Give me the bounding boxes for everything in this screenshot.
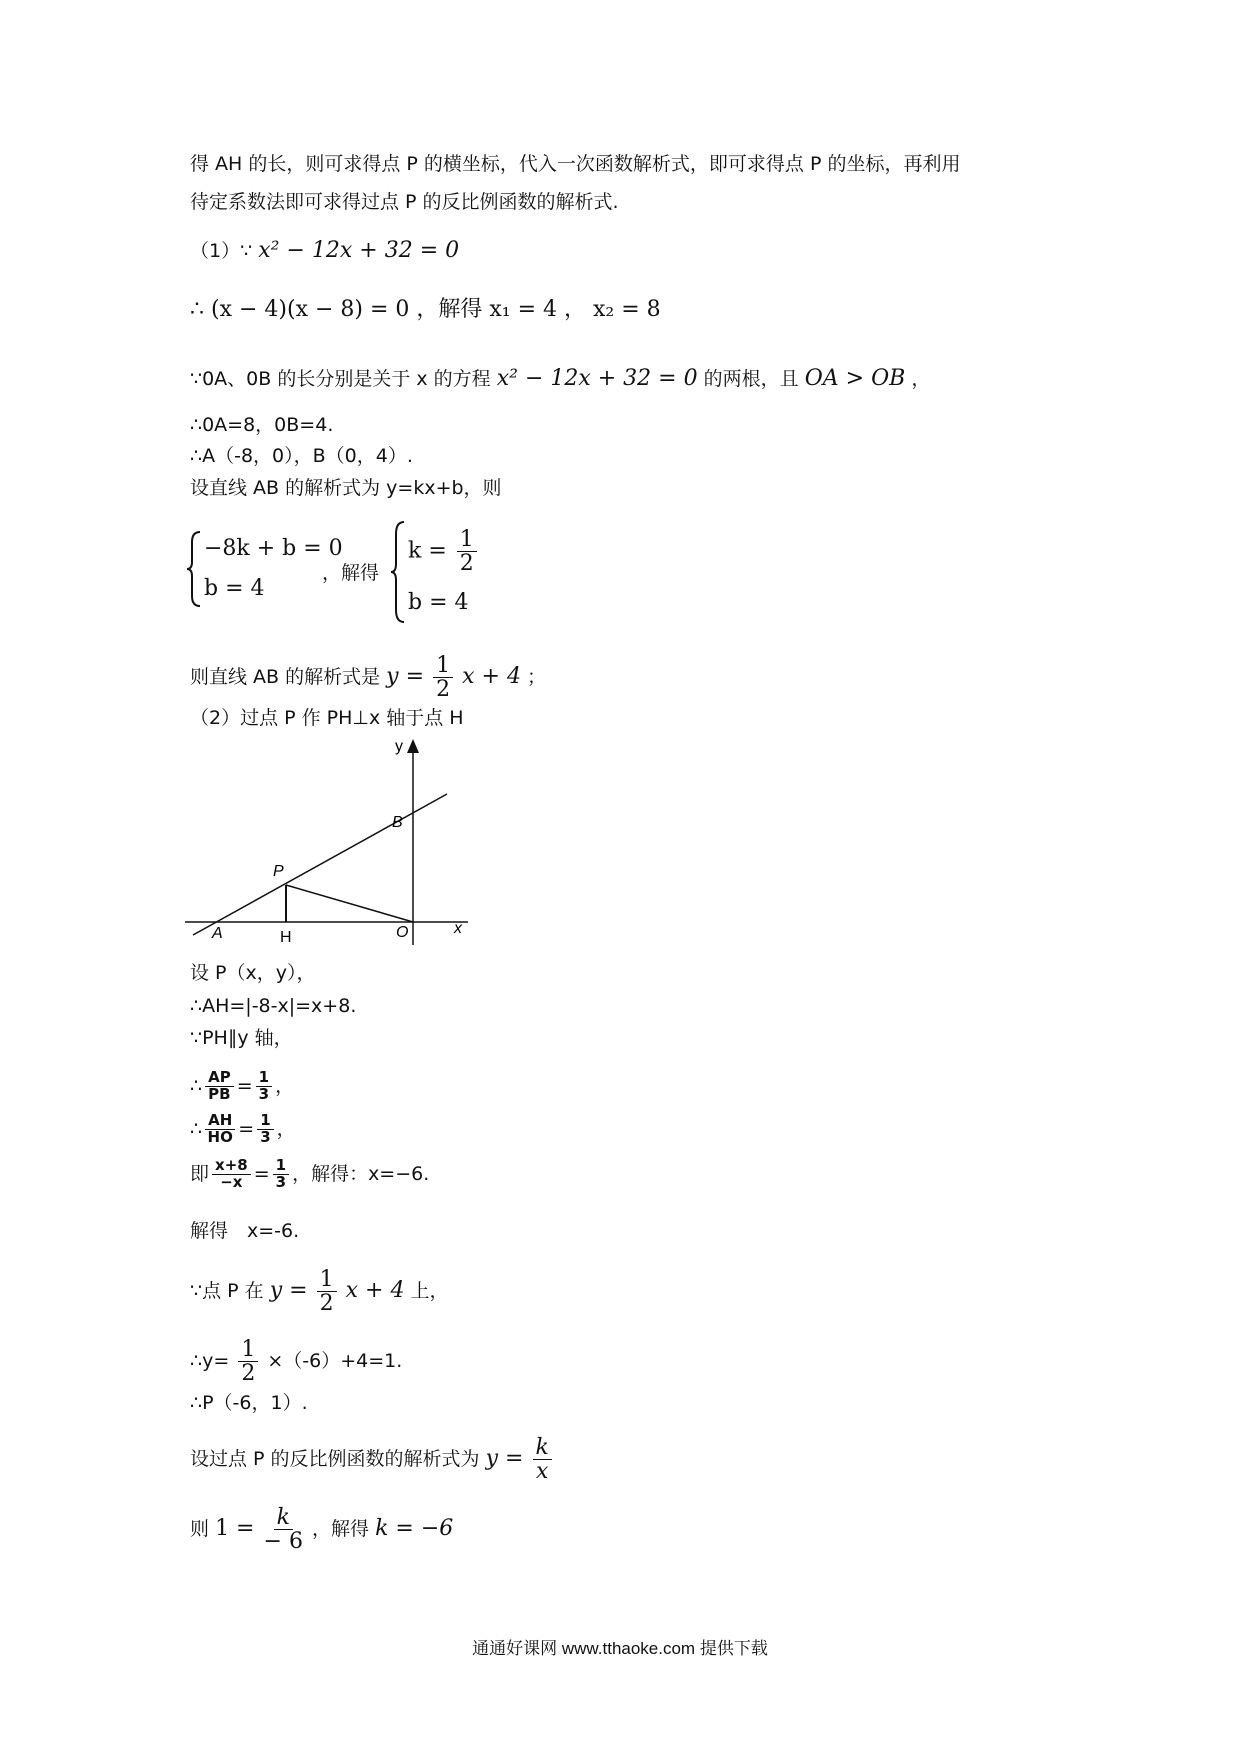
ratio1-prefix: ∴ [190, 1074, 203, 1097]
oa-ob-values: ∴0A=8，0B=4. [190, 414, 334, 436]
ratio-x [190, 1158, 429, 1191]
part1-label: （1）∵ [190, 240, 253, 262]
set-p: 设 P（x，y）， [190, 962, 316, 984]
y-calc-tail: ×（-6）+4=1. [267, 1350, 403, 1373]
left-brace-system [186, 530, 204, 608]
ratio2-num: AH [205, 1113, 235, 1130]
ratio3-den: −x [220, 1172, 243, 1191]
right-brace-solution [390, 520, 408, 624]
points-a-b: ∴A（-8，0），B（0，4）. [190, 445, 413, 467]
ratio1-den: PB [208, 1084, 231, 1103]
ratio1-rfrac [256, 1070, 272, 1103]
solve-word: ，解得 [322, 562, 380, 584]
roots-statement [190, 366, 930, 392]
result-den: 2 [436, 677, 451, 703]
line-ab [193, 794, 447, 935]
inverse-setup [190, 1436, 555, 1483]
system-eq-2: b = 4 [204, 576, 265, 601]
result-end: ； [527, 666, 547, 689]
oa-gt-ob: OA > OB [804, 366, 906, 391]
page-footer: 通通好课网 www.tthaoke.com 提供下载 [472, 1639, 768, 1658]
ratio2-rden: 3 [260, 1127, 271, 1146]
ratio3-num: x+8 [212, 1158, 251, 1175]
setup-line: 设直线 AB 的解析式为 y=kx+b，则 [190, 477, 502, 499]
ratio3-eq: = [253, 1162, 270, 1185]
ratio3-frac [212, 1158, 251, 1191]
inverse-den: x [535, 1459, 549, 1485]
inverse-num: k [533, 1436, 552, 1460]
intro-line-1: 得 AH 的长，则可求得点 P 的横坐标，代入一次函数解析式，即可求得点 P 的坐标，再利用 [190, 153, 961, 175]
y-calc-num: 1 [238, 1338, 258, 1362]
label-y: y [395, 738, 403, 755]
ratio3-rnum: 1 [273, 1158, 289, 1175]
system-eq-1: −8k + b = 0 [204, 536, 343, 561]
y-calc-prefix: ∴y= [190, 1350, 230, 1373]
final-solve: ，解得 [312, 1518, 370, 1541]
label-o: O [396, 924, 409, 941]
factor-line: ∴ (x − 4)(x − 8) = 0 ，解得 x₁ = 4 ， x₂ = 8 [190, 297, 661, 322]
solution-k-left: k = [408, 538, 447, 564]
y-calc-frac [238, 1338, 258, 1385]
ratio-ap-pb [190, 1070, 294, 1103]
result-line [190, 654, 546, 701]
roots-prefix: ∵0A、0B 的长分别是关于 x 的方程 [190, 368, 491, 390]
final-line [190, 1506, 453, 1553]
ratio1-frac [205, 1070, 234, 1103]
final-frac [264, 1506, 303, 1553]
ratio1-end: ， [275, 1074, 295, 1097]
result-num: 1 [433, 654, 453, 678]
ratio3-end: ，解得：x=−6. [292, 1162, 430, 1185]
p-on-line-y: y = [269, 1278, 308, 1304]
final-prefix: 则 [190, 1518, 210, 1541]
final-left: 1 = [215, 1516, 255, 1542]
final-den: − 6 [263, 1529, 303, 1555]
ratio1-rden: 3 [258, 1084, 270, 1103]
ratio2-rfrac [257, 1113, 273, 1146]
result-y: y = [386, 664, 425, 690]
solution-b: b = 4 [408, 590, 469, 615]
p-on-line [190, 1268, 449, 1315]
inverse-prefix: 设过点 P 的反比例函数的解析式为 [190, 1448, 480, 1471]
solution-k-den: 2 [459, 551, 474, 577]
label-x: x [454, 920, 462, 937]
roots-equation: x² − 12x + 32 = 0 [496, 366, 698, 391]
ah-line: ∴AH=|-8-x|=x+8. [190, 995, 357, 1017]
final-result: k = −6 [375, 1516, 454, 1542]
label-b: B [392, 814, 403, 831]
y-calc-den: 2 [241, 1361, 256, 1387]
ratio2-prefix: ∴ [190, 1117, 203, 1140]
ratio-ah-ho [190, 1113, 296, 1146]
quadratic-equation: x² − 12x + 32 = 0 [258, 238, 460, 263]
roots-suffix: 的两根，且 [703, 368, 799, 390]
result-tail: x + 4 [462, 664, 521, 690]
ratio2-den: HO [207, 1127, 233, 1146]
inverse-y: y = [485, 1446, 524, 1472]
part2-heading: （2）过点 P 作 PH⊥x 轴于点 H [190, 707, 464, 729]
p-coord: ∴P（-6，1）. [190, 1392, 308, 1414]
y-axis-arrow [407, 739, 419, 753]
ratio1-num: AP [205, 1070, 234, 1087]
solution-k-num: 1 [457, 528, 477, 552]
p-on-line-num: 1 [317, 1268, 337, 1292]
result-prefix: 则直线 AB 的解析式是 [190, 666, 381, 689]
ratio2-eq: = [238, 1117, 255, 1140]
ratio3-prefix: 即 [190, 1162, 210, 1185]
roots-comma: ， [911, 368, 931, 390]
p-on-line-den: 2 [319, 1291, 334, 1317]
ratio3-rden: 3 [275, 1172, 287, 1191]
label-h: H [280, 929, 292, 946]
ratio1-rnum: 1 [256, 1070, 272, 1087]
p-on-line-end: 上， [410, 1280, 449, 1303]
p-on-line-frac [317, 1268, 337, 1315]
ratio2-rnum: 1 [257, 1113, 273, 1130]
coordinate-figure [185, 735, 475, 955]
final-num: k [274, 1506, 293, 1530]
part1-equation-line [190, 238, 459, 264]
ratio2-end: ， [276, 1117, 296, 1140]
label-p: P [273, 863, 284, 880]
ratio2-frac [205, 1113, 235, 1146]
label-a: A [212, 925, 223, 942]
segment-po [286, 885, 413, 922]
solve-x: 解得 x=-6. [190, 1220, 300, 1242]
intro-line-2: 待定系数法即可求得过点 P 的反比例函数的解析式. [190, 191, 619, 213]
ratio3-rfrac [273, 1158, 289, 1191]
ph-parallel: ∵PH∥y 轴， [190, 1027, 293, 1049]
p-on-line-prefix: ∵点 P 在 [190, 1280, 264, 1303]
ratio1-eq: = [236, 1074, 253, 1097]
solution-k [408, 528, 480, 575]
p-on-line-tail: x + 4 [345, 1278, 405, 1304]
solution-k-fraction [457, 528, 477, 575]
result-fraction [433, 654, 453, 701]
y-calc [190, 1338, 402, 1385]
inverse-frac [533, 1436, 552, 1483]
